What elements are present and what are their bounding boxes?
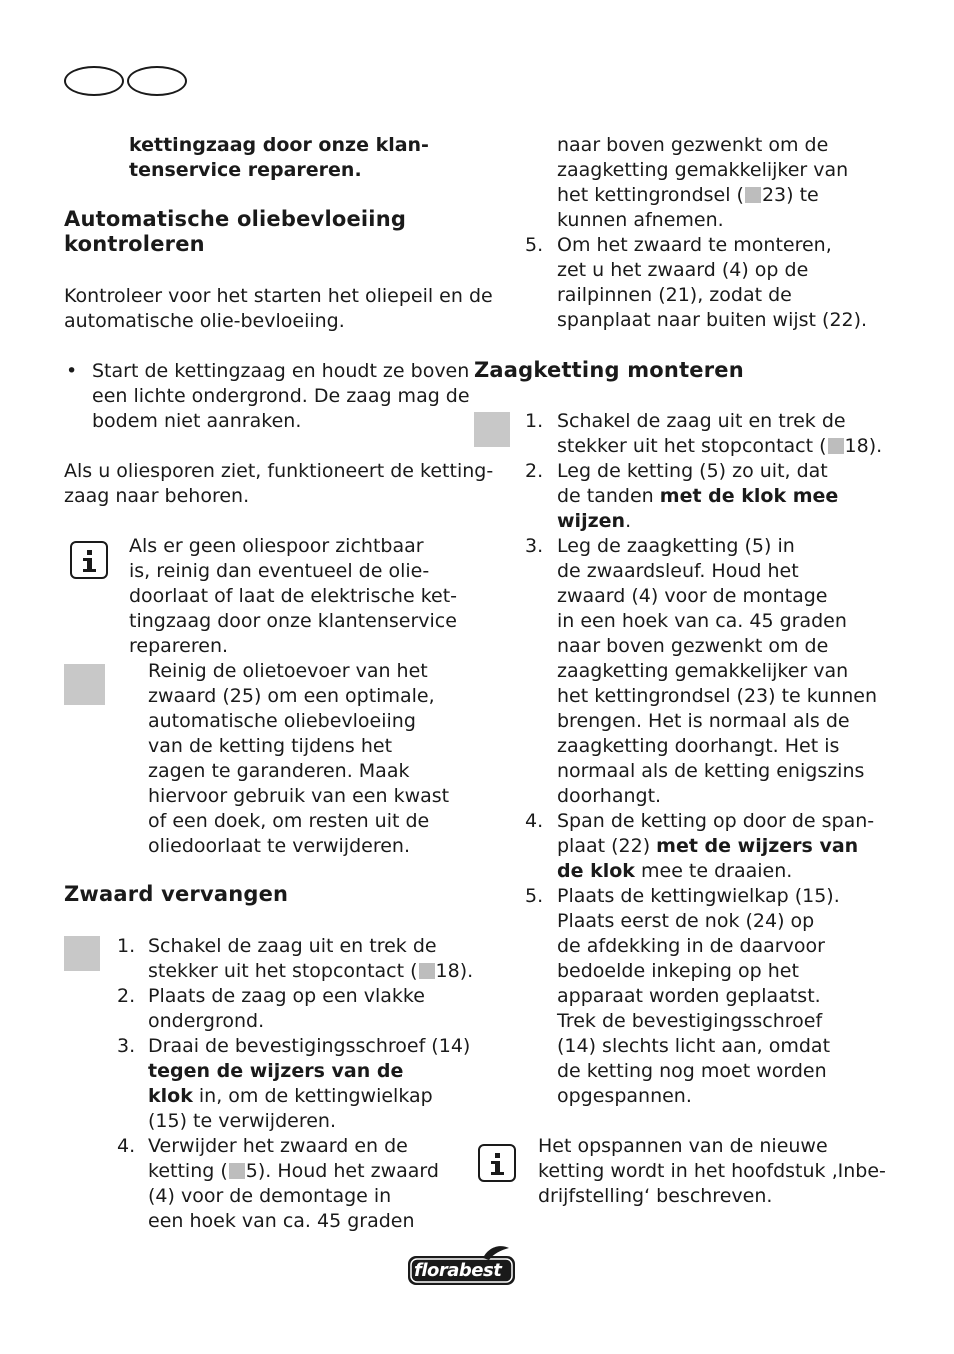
step-text: brengen. Het is normaal als de xyxy=(557,710,850,732)
step-text: Schakel de zaag uit en trek de xyxy=(557,410,846,432)
step-number: 5. xyxy=(525,885,544,907)
step-text: stekker uit het stopcontact ( 18). xyxy=(557,435,883,457)
clean-line-4: van de ketting tijdens het xyxy=(148,735,393,757)
section-title-zwaard: Zwaard vervangen xyxy=(64,882,289,906)
clean-line-8: oliedoorlaat te verwijderen. xyxy=(148,835,410,857)
step-text: zwaard (4) voor de montage xyxy=(557,585,828,607)
step-number: 2. xyxy=(525,460,544,482)
step-text: het kettingrondsel (23) te kunnen xyxy=(557,685,878,707)
info-icon xyxy=(478,1144,516,1182)
oil-para-1: Kontroleer voor het starten het oliepeil en de xyxy=(64,285,493,307)
step-text: wijzen. xyxy=(557,510,632,532)
step-number: 2. xyxy=(117,985,136,1007)
step-text: opgespannen. xyxy=(557,1085,692,1107)
info-line-4: tingzaag door onze klantenservice xyxy=(129,610,457,632)
step-text: ketting ( 5). Houd het zwaard xyxy=(148,1160,439,1182)
figure-ref-square xyxy=(745,187,761,203)
clean-line-2: zwaard (25) om een optimale, xyxy=(148,685,435,707)
intro-line-2: tenservice repareren. xyxy=(129,159,362,181)
step-text: Trek de bevestigingsschroef xyxy=(557,1010,823,1032)
step-text: Span de ketting op door de span- xyxy=(557,810,875,832)
step-text: de afdekking in de daarvoor xyxy=(557,935,825,957)
cont-line-4: kunnen afnemen. xyxy=(557,209,724,231)
step-number: 3. xyxy=(525,535,544,557)
step-text: klok in, om de kettingwielkap xyxy=(148,1085,433,1107)
step-text: bedoelde inkeping op het xyxy=(557,960,799,982)
step-number: 4. xyxy=(525,810,544,832)
language-oval-left xyxy=(64,66,124,96)
image-placeholder-box xyxy=(64,936,100,971)
step-number: 4. xyxy=(117,1135,136,1157)
step-text: de klok mee te draaien. xyxy=(557,860,793,882)
step-text: Draai de bevestigingsschroef (14) xyxy=(148,1035,471,1057)
step-text: Verwijder het zwaard en de xyxy=(148,1135,408,1157)
step-text: ondergrond. xyxy=(148,1010,265,1032)
step-text-bold: tegen de wijzers van de xyxy=(148,1060,404,1082)
clean-line-6: hiervoor gebruik van een kwast xyxy=(148,785,450,807)
bullet-line-2: een lichte ondergrond. De zaag mag de xyxy=(92,385,470,407)
bullet-line-1: Start de kettingzaag en houdt ze boven xyxy=(92,360,470,382)
step-text: zaagketting doorhangt. Het is xyxy=(557,735,840,757)
step-number: 1. xyxy=(117,935,136,957)
brand-logo xyxy=(405,1244,518,1287)
step-text: naar boven gezwenkt om de xyxy=(557,635,829,657)
step-text: de ketting nog moet worden xyxy=(557,1060,827,1082)
step-number: 5. xyxy=(525,234,544,256)
figure-ref-square xyxy=(229,1163,245,1179)
image-placeholder-box xyxy=(64,664,105,705)
step-text: (14) slechts licht aan, omdat xyxy=(557,1035,831,1057)
image-placeholder-box xyxy=(474,412,510,447)
oil-para-2b: zaag naar behoren. xyxy=(64,485,250,507)
cont-line-1: naar boven gezwenkt om de xyxy=(557,134,829,156)
step-text: apparaat worden geplaatst. xyxy=(557,985,821,1007)
info-line-3: drijfstelling‘ beschreven. xyxy=(538,1185,773,1207)
step-text: de tanden met de klok mee xyxy=(557,485,839,507)
info-line-3: doorlaat of laat de elektrische ket- xyxy=(129,585,458,607)
step-text: doorhangt. xyxy=(557,785,662,807)
step-number: 3. xyxy=(117,1035,136,1057)
intro-line-1: kettingzaag door onze klan- xyxy=(129,134,429,156)
oil-para-2: Als u oliesporen ziet, funktioneert de ketting- xyxy=(64,460,494,482)
language-oval-right xyxy=(127,66,187,96)
section-title-ketting: Zaagketting monteren xyxy=(474,358,744,382)
clean-line-3: automatische oliebevloeiing xyxy=(148,710,416,732)
step-text: normaal als de ketting enigszins xyxy=(557,760,865,782)
section-title-oil-2: kontroleren xyxy=(64,232,205,256)
step-text: Schakel de zaag uit en trek de xyxy=(148,935,437,957)
clean-line-1: Reinig de olietoevoer van het xyxy=(148,660,428,682)
info-icon xyxy=(70,541,108,579)
step-text: de zwaardsleuf. Houd het xyxy=(557,560,799,582)
clean-line-7: of een doek, om resten uit de xyxy=(148,810,430,832)
step-text: Leg de zaagketting (5) in xyxy=(557,535,795,557)
step-number: 1. xyxy=(525,410,544,432)
bullet-marker: • xyxy=(66,360,78,382)
step-text: spanplaat naar buiten wijst (22). xyxy=(557,309,868,331)
step-text: Leg de ketting (5) zo uit, dat xyxy=(557,460,828,482)
info-line-2: is, reinig dan eventueel de olie- xyxy=(129,560,430,582)
info-line-1: Als er geen oliespoor zichtbaar xyxy=(129,535,424,557)
step-text: railpinnen (21), zodat de xyxy=(557,284,792,306)
step-text: stekker uit het stopcontact ( 18). xyxy=(148,960,474,982)
info-line-2: ketting wordt in het hoofdstuk ‚Inbe- xyxy=(538,1160,886,1182)
step-text: (4) voor de demontage in xyxy=(148,1185,392,1207)
step-text: Om het zwaard te monteren, xyxy=(557,234,832,256)
brand-logo-text: florabest xyxy=(414,1260,502,1281)
step-text: in een hoek van ca. 45 graden xyxy=(557,610,847,632)
step-text: Plaats eerst de nok (24) op xyxy=(557,910,815,932)
step-text: zet u het zwaard (4) op de xyxy=(557,259,809,281)
cont-line-2: zaagketting gemakkelijker van xyxy=(557,159,849,181)
section-title-oil: Automatische oliebevloeiing xyxy=(64,207,407,231)
clean-line-5: zagen te garanderen. Maak xyxy=(148,760,410,782)
bullet-line-3: bodem niet aanraken. xyxy=(92,410,302,432)
info-line-1: Het opspannen van de nieuwe xyxy=(538,1135,828,1157)
step-text: een hoek van ca. 45 graden xyxy=(148,1210,415,1232)
step-text: plaat (22) met de wijzers van xyxy=(557,835,859,857)
step-text: zaagketting gemakkelijker van xyxy=(557,660,849,682)
step-text: (15) te verwijderen. xyxy=(148,1110,336,1132)
oil-para-1b: automatische olie-bevloeiing. xyxy=(64,310,345,332)
info-line-5: repareren. xyxy=(129,635,229,657)
figure-ref-square xyxy=(419,963,435,979)
step-text: Plaats de zaag op een vlakke xyxy=(148,985,425,1007)
step-text: Plaats de kettingwielkap (15). xyxy=(557,885,840,907)
cont-line-3: het kettingrondsel ( 23) te xyxy=(557,184,819,206)
figure-ref-square xyxy=(828,438,844,454)
